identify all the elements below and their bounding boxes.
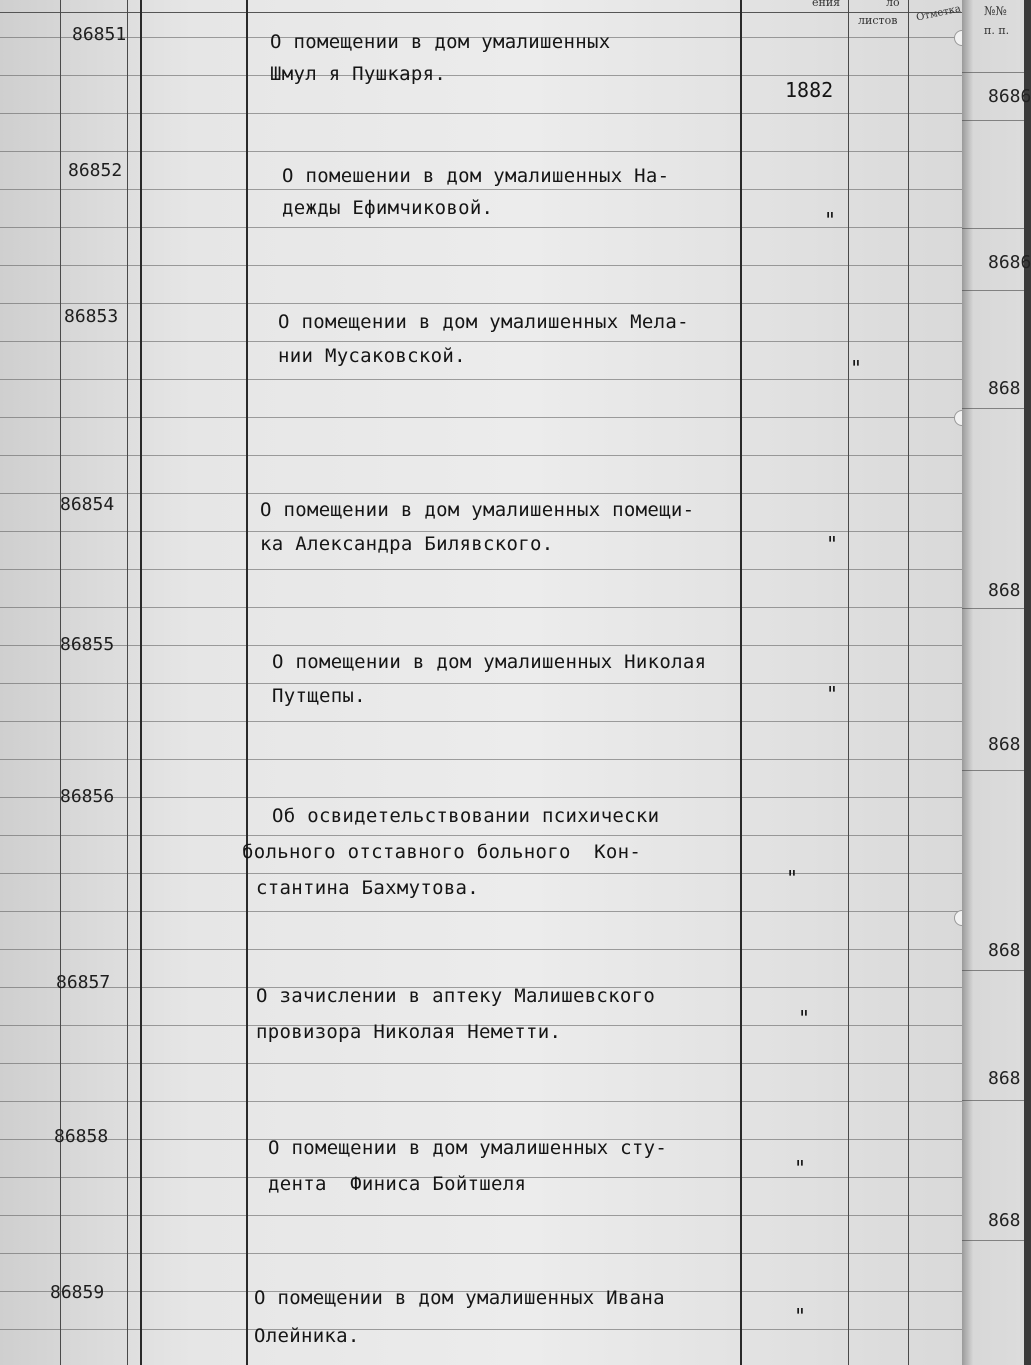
entry-text: О помещении в дом умалишенных помещи- — [260, 499, 695, 521]
next-page-number: 868 — [988, 378, 1021, 399]
ditto-mark: " — [850, 356, 863, 380]
header-leaves: листов — [858, 14, 898, 27]
entry-text: Путщепы. — [272, 685, 366, 707]
entry-text: О помещении в дом умалишенных сту- — [268, 1137, 668, 1159]
entry-text: стантина Бахмутова. — [256, 877, 480, 899]
next-page-header: №№ — [984, 4, 1007, 18]
entry-number: 86858 — [54, 1126, 109, 1147]
column-rule — [908, 0, 909, 1365]
column-rule — [740, 0, 742, 1365]
ditto-mark: " — [826, 682, 839, 706]
header-notes: Отметка — [915, 3, 962, 24]
next-page-edge — [962, 0, 1031, 1365]
ditto-mark: " — [786, 866, 799, 890]
entry-text: О помещении в дом умалишенных Николая — [272, 651, 707, 673]
next-page-rule — [962, 970, 1024, 971]
ditto-mark: " — [824, 208, 837, 232]
next-page-number: 8686 — [988, 86, 1031, 107]
next-page-rule — [962, 770, 1024, 771]
entry-text: провизора Николая Неметти. — [256, 1021, 562, 1043]
entry-number: 86852 — [68, 160, 123, 181]
column-rule — [127, 0, 128, 1365]
next-page-rule — [962, 1100, 1024, 1101]
entry-text: Олейника. — [254, 1325, 360, 1347]
entry-text: О зачислении в аптеку Малишевского — [256, 985, 656, 1007]
header-rule — [0, 12, 962, 13]
entry-number: 86854 — [60, 494, 115, 515]
entry-number: 86856 — [60, 786, 115, 807]
ditto-mark: " — [794, 1304, 807, 1328]
entry-number: 86851 — [72, 24, 127, 45]
entry-number: 86857 — [56, 972, 111, 993]
next-page-number: 868 — [988, 580, 1021, 601]
entry-text: ка Александра Билявского. — [260, 533, 554, 555]
next-page-header-sub: п. п. — [984, 24, 1010, 37]
column-rule — [246, 0, 248, 1365]
entry-text: О помещении в дом умалишенных Мела- — [278, 311, 689, 333]
header-sheets-partial: ло — [886, 0, 900, 9]
next-page-rule — [962, 608, 1024, 609]
next-page-rule — [962, 120, 1024, 121]
next-page-rule — [962, 72, 1024, 73]
entry-text: дежды Ефимчиковой. — [282, 197, 494, 219]
column-rule — [60, 0, 61, 1365]
header-date-partial: ения — [812, 0, 841, 9]
ditto-mark: " — [826, 532, 839, 556]
next-page-number: 868 — [988, 1210, 1021, 1231]
entry-number: 86859 — [50, 1282, 105, 1303]
entry-text: дента Финиса Бойтшеля — [268, 1173, 527, 1195]
entry-number: 86855 — [60, 634, 115, 655]
next-page-number: 868 — [988, 940, 1021, 961]
column-rule — [848, 0, 849, 1365]
entry-text: О помешении в дом умалишенных На- — [282, 165, 670, 187]
entry-text: Шмул я Пушкаря. — [270, 63, 447, 85]
next-page-number: 868 — [988, 734, 1021, 755]
entry-text: О помещении в дом умалишенных Ивана — [254, 1287, 665, 1309]
next-page-rule — [962, 290, 1024, 291]
next-page-number: 868 — [988, 1068, 1021, 1089]
next-page-rule — [962, 408, 1024, 409]
entry-year: 1882 — [785, 78, 834, 102]
ditto-mark: " — [798, 1006, 811, 1030]
entry-text: больного отставного больного Кон- — [242, 841, 642, 863]
ditto-mark: " — [794, 1156, 807, 1180]
next-page-rule — [962, 228, 1024, 229]
entry-number: 86853 — [64, 306, 119, 327]
column-rule — [140, 0, 142, 1365]
entry-text: Об освидетельствовании психически — [272, 805, 660, 827]
next-page-number: 8686 — [988, 252, 1031, 273]
entry-text: нии Мусаковской. — [278, 345, 466, 367]
next-page-rule — [962, 1240, 1024, 1241]
entry-text: О помещении в дом умалишенных — [270, 31, 611, 53]
